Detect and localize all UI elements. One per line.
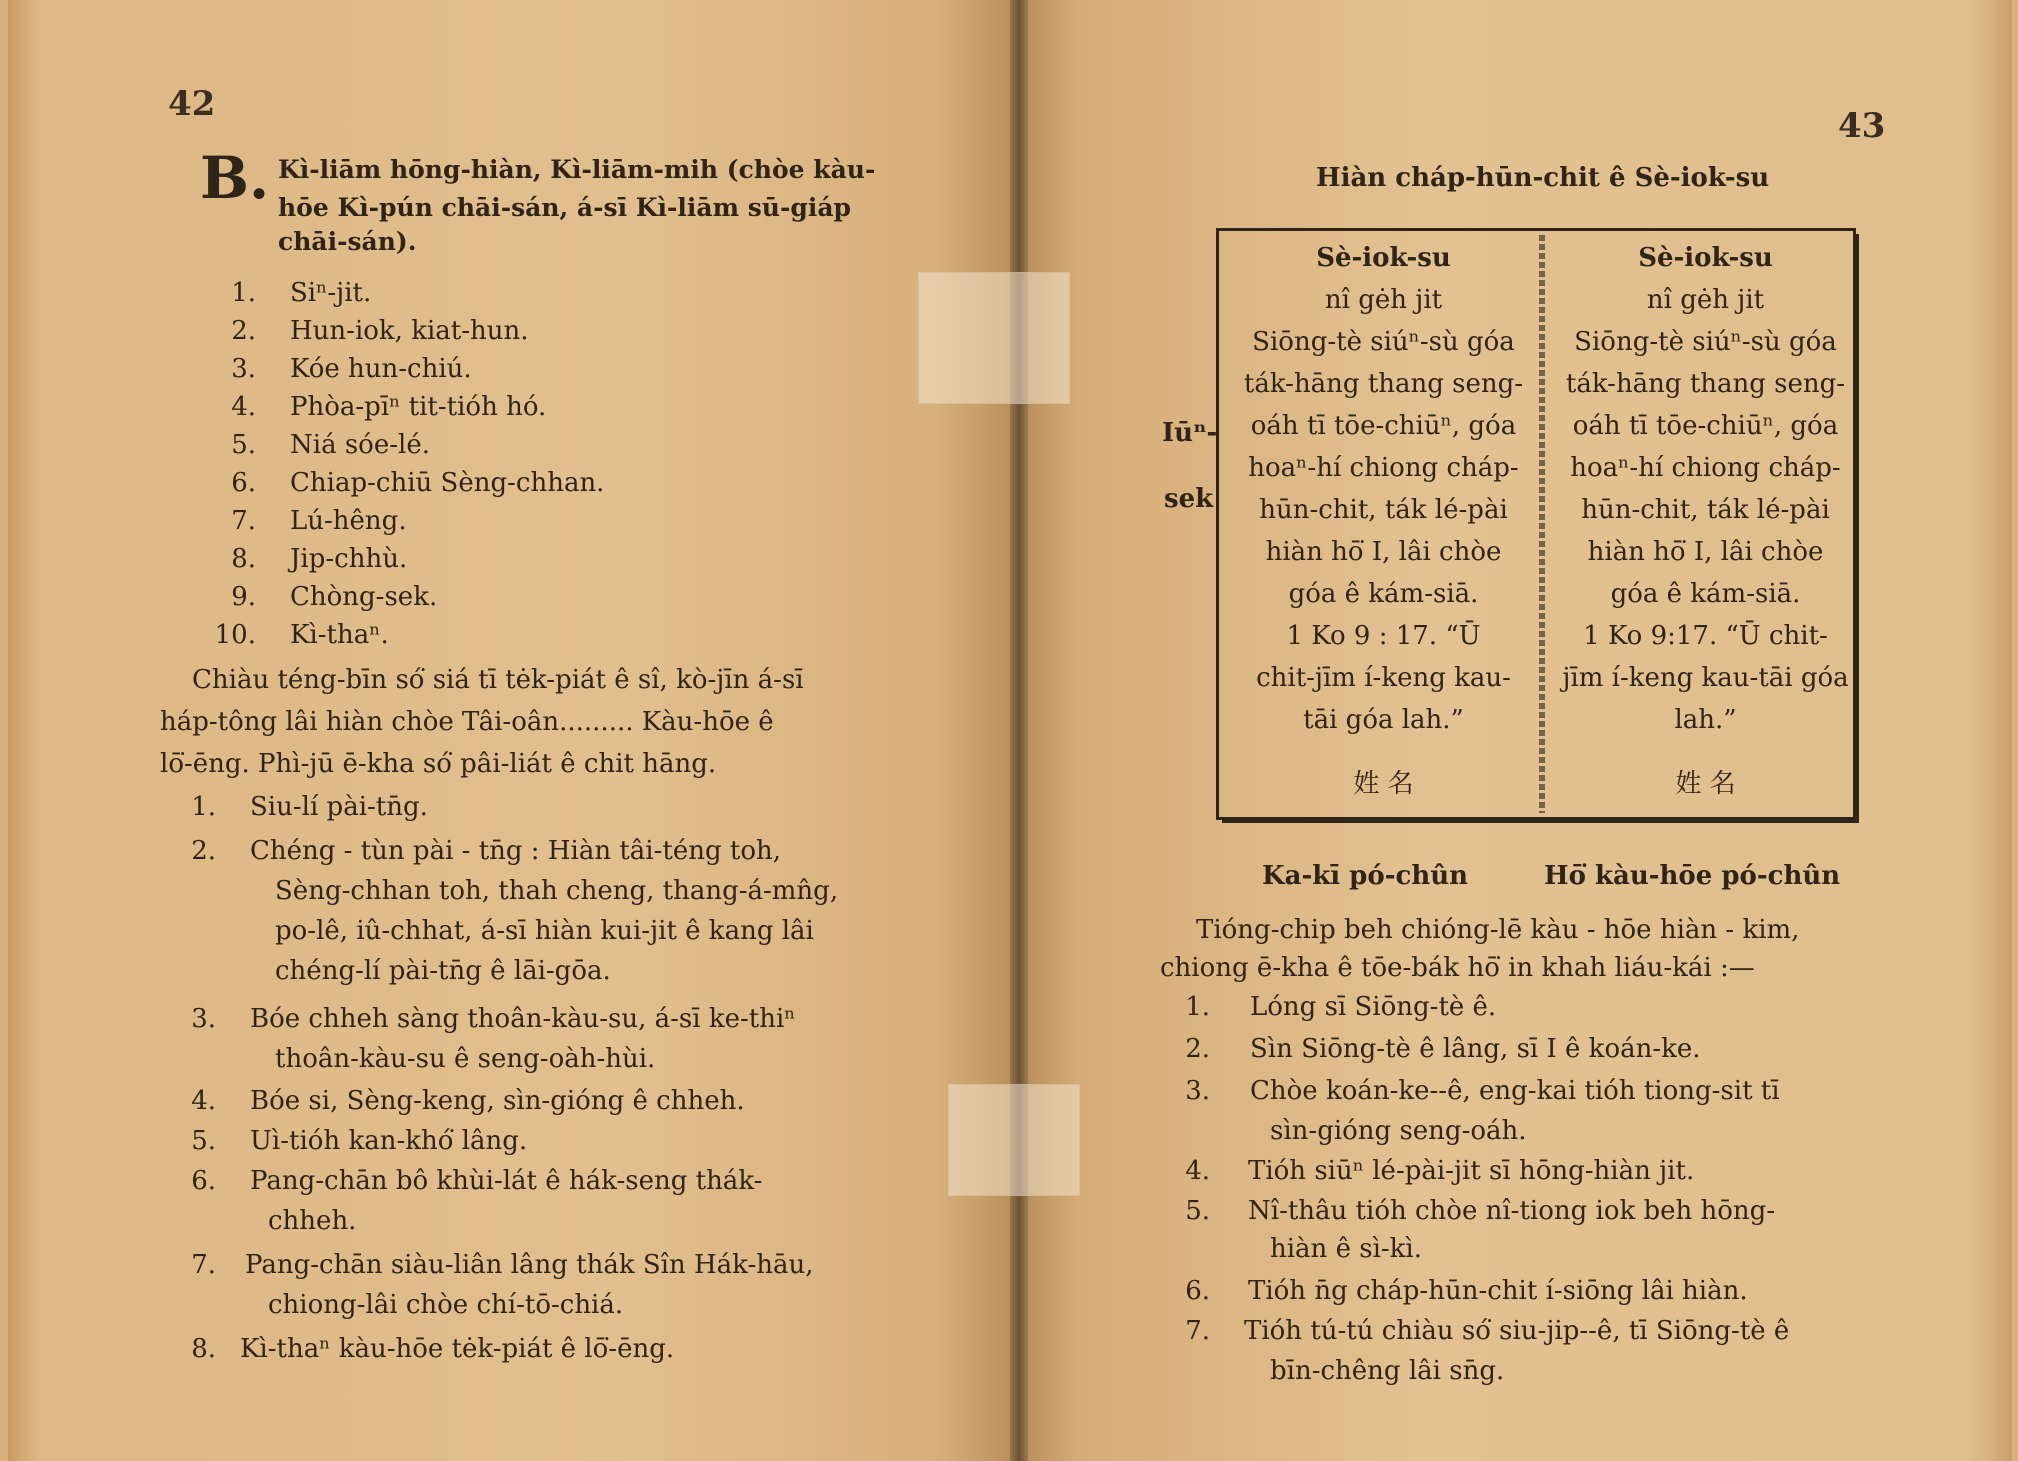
perforation-line (1539, 235, 1545, 813)
list-b-item-continued: chheh. (268, 1206, 357, 1236)
book-gutter (1010, 0, 1028, 1461)
section-heading-line-2: hōe Kì-pún chāi-sán, á-sī Kì-liām sū-giáp (278, 193, 852, 222)
card-line: oáh tī tōe-chiūⁿ, góa (1250, 411, 1517, 441)
list-b-item: Kì-thaⁿ kàu-hōe tėk-piát ê lō͘-ēng. (240, 1334, 675, 1364)
side-label-2: sek (1164, 484, 1214, 514)
list-a-item: Niá sóe-lé. (290, 430, 430, 460)
list-b-item-continued: Sèng-chhan toh, thah cheng, thang-á-mn̂g, (275, 876, 839, 906)
list-c-item: Tióh n̄g cháp-hūn-chit í-siōng lâi hiàn. (1248, 1276, 1748, 1306)
list-c-number: 1. (1185, 992, 1210, 1022)
list-b-item: Uì-tióh kan-khó͘ lâng. (250, 1126, 528, 1156)
page-number-left: 42 (168, 84, 216, 124)
card-line: 姓 名 (1675, 769, 1736, 799)
section-letter: B. (200, 144, 270, 212)
list-a-item: Chiap-chiū Sèng-chhan. (290, 468, 605, 498)
list-a-number: 8. (231, 544, 256, 574)
paragraph-line: Chiàu téng-bīn só͘ siá tī tėk-piát ê sî, kò-jīn á-sī (192, 665, 804, 695)
list-a-number: 9. (231, 582, 256, 612)
card-line: hiàn hō͘ I, lâi chòe (1265, 537, 1502, 567)
side-label-1: Iūⁿ- (1162, 418, 1218, 448)
list-b-item: Bóe si, Sèng-keng, sìn-gióng ê chheh. (250, 1086, 745, 1116)
list-a-item: Kì-thaⁿ. (290, 620, 389, 650)
tape-patch-top (918, 272, 1070, 404)
list-c-item: Lóng sī Siōng-tè ê. (1250, 992, 1497, 1022)
card-line: ták-hāng thang seng- (1243, 369, 1524, 399)
list-b-item-continued: po-lê, iû-chhat, á-sī hiàn kui-jit ê kang lâi (275, 916, 814, 946)
card-line: lah.” (1674, 705, 1737, 735)
card-line: góa ê kám-siā. (1610, 579, 1801, 609)
list-c-number: 6. (1185, 1276, 1210, 1306)
list-c-item: Chòe koán-ke--ê, eng-kai tióh tiong-sit tī (1250, 1076, 1780, 1106)
pledge-card-right (1553, 237, 1858, 805)
list-c-item: Sìn Siōng-tè ê lâng, sī I ê koán-ke. (1250, 1034, 1701, 1064)
list-a-item: Siⁿ-jit. (290, 278, 372, 308)
card-line: hūn-chit, ták lé-pài (1581, 495, 1830, 525)
list-b-number: 1. (191, 792, 216, 822)
card-line: 1 Ko 9 : 17. “Ū (1286, 621, 1481, 651)
list-c-item-continued: hiàn ê sì-kì. (1270, 1234, 1423, 1264)
section-heading-line-1: Kì-liām hōng-hiàn, Kì-liām-mih (chòe kàu- (278, 155, 876, 184)
list-b-number: 8. (191, 1334, 216, 1364)
section-head-a: Ka-kī pó-chûn (1262, 861, 1469, 891)
card-line: 1 Ko 9:17. “Ū chit- (1583, 621, 1828, 651)
list-c-number: 2. (1185, 1034, 1210, 1064)
list-b-item: Bóe chheh sàng thoân-kàu-su, á-sī ke-thiⁿ (250, 1004, 796, 1034)
card-line: góa ê kám-siā. (1288, 579, 1479, 609)
list-a-item: Jip-chhù. (290, 544, 408, 574)
list-b-item-continued: thoân-kàu-su ê seng-oàh-hùi. (275, 1044, 656, 1074)
card-line: 姓 名 (1353, 769, 1414, 799)
list-b-item-continued: chéng-lí pài-tn̄g ê lāi-gōa. (275, 956, 611, 986)
list-b-number: 7. (191, 1250, 216, 1280)
list-b-number: 4. (191, 1086, 216, 1116)
list-a-number: 7. (231, 506, 256, 536)
card-line: hoaⁿ-hí chiong cháp- (1248, 453, 1519, 483)
list-b-item-continued: chiong-lâi chòe chí-tō-chiá. (268, 1290, 624, 1320)
list-b-item: Pang-chān siàu-liân lâng thák Sîn Hák-hāu, (245, 1250, 814, 1280)
list-a-number: 3. (231, 354, 256, 384)
list-c-number: 3. (1185, 1076, 1210, 1106)
form-title: Hiàn cháp-hūn-chit ê Sè-iok-su (1316, 163, 1770, 193)
pledge-card-frame (1216, 228, 1856, 820)
card-line: nî gėh jit (1646, 285, 1765, 315)
paragraph-line: háp-tông lâi hiàn chòe Tâi-oân......... Kàu-hōe ê (160, 707, 774, 737)
list-c-item: Nî-thâu tióh chòe nî-tiong iok beh hōng- (1248, 1196, 1776, 1226)
list-c-item-continued: sìn-gióng seng-oáh. (1270, 1116, 1527, 1146)
card-line: jīm í-keng kau-tāi góa (1562, 663, 1849, 693)
list-a-number: 6. (231, 468, 256, 498)
list-b-item: Chéng - tùn pài - tn̄g : Hiàn tâi-téng toh, (250, 836, 781, 866)
card-line: ták-hāng thang seng- (1565, 369, 1846, 399)
list-a-item: Lú-hêng. (290, 506, 407, 536)
list-a-item: Kóe hun-chiú. (290, 354, 472, 384)
paragraph-line: lō͘-ēng. Phì-jū ē-kha só͘ pâi-liát ê chit hāng. (160, 749, 717, 779)
list-c-item: Tióh tú-tú chiàu só͘ siu-jip--ê, tī Siōng-tè ê (1244, 1316, 1790, 1346)
card-line: chit-jīm í-keng kau- (1256, 663, 1511, 693)
list-b-item: Siu-lí pài-tn̄g. (250, 792, 428, 822)
list-c-item-continued: bīn-chêng lâi sn̄g. (1270, 1356, 1505, 1386)
card-line: hoaⁿ-hí chiong cháp- (1570, 453, 1841, 483)
card-title: Sè-iok-su (1316, 243, 1451, 273)
pledge-card-left (1231, 237, 1536, 805)
list-c-number: 4. (1185, 1156, 1210, 1186)
list-b-number: 2. (191, 836, 216, 866)
list-b-number: 6. (191, 1166, 216, 1196)
page-number-right: 43 (1838, 106, 1886, 146)
list-a-item: Phòa-pīⁿ tit-tióh hó. (290, 392, 547, 422)
paragraph-line: chiong ē-kha ê tōe-bák hō͘ in khah liáu-kái :— (1160, 953, 1755, 983)
list-c-number: 7. (1185, 1316, 1210, 1346)
tape-patch-bottom (948, 1084, 1080, 1196)
list-c-item: Tióh siūⁿ lé-pài-jit sī hōng-hiàn jit. (1248, 1156, 1695, 1186)
section-head-b: Hō͘ kàu-hōe pó-chûn (1544, 861, 1841, 891)
card-line: oáh tī tōe-chiūⁿ, góa (1572, 411, 1839, 441)
section-heading-line-3: chāi-sán). (278, 227, 417, 256)
card-line: Siōng-tè siúⁿ-sù góa (1252, 327, 1515, 357)
list-b-item: Pang-chān bô khùi-lát ê hák-seng thák- (250, 1166, 763, 1196)
list-b-number: 3. (191, 1004, 216, 1034)
list-b-number: 5. (191, 1126, 216, 1156)
list-a-number: 4. (231, 392, 256, 422)
card-line: nî gėh jit (1324, 285, 1443, 315)
list-a-number: 2. (231, 316, 256, 346)
list-c-number: 5. (1185, 1196, 1210, 1226)
card-line: Siōng-tè siúⁿ-sù góa (1574, 327, 1837, 357)
paragraph-line: Tióng-chip beh chióng-lē kàu - hōe hiàn - kim, (1196, 915, 1800, 945)
card-line: hiàn hō͘ I, lâi chòe (1587, 537, 1824, 567)
card-line: hūn-chit, ták lé-pài (1259, 495, 1508, 525)
list-a-item: Chòng-sek. (290, 582, 438, 612)
card-line: tāi góa lah.” (1303, 705, 1464, 735)
card-title: Sè-iok-su (1638, 243, 1773, 273)
list-a-item: Hun-iok, kiat-hun. (290, 316, 529, 346)
list-a-number: 5. (231, 430, 256, 460)
list-a-number: 1. (231, 278, 256, 308)
list-a-number: 10. (214, 620, 256, 650)
